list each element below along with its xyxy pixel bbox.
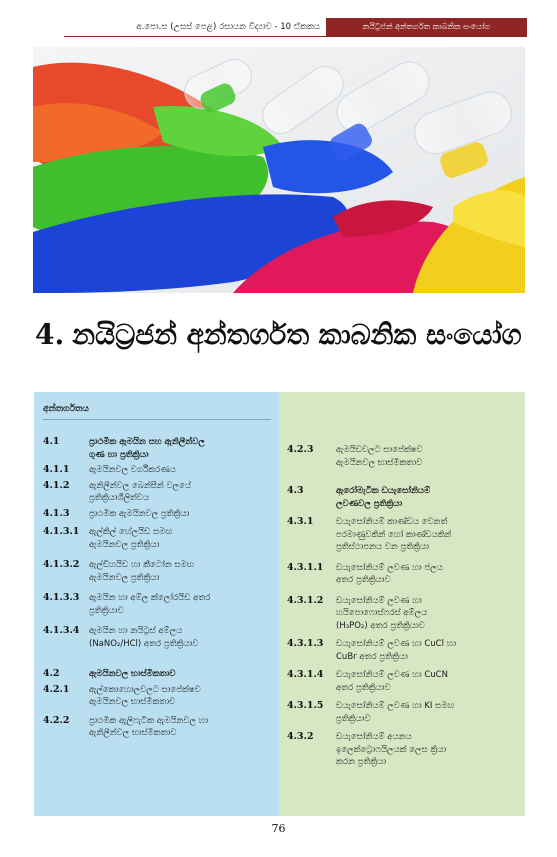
toc-entry-text: ඇල්කිල් හේලයිඩ සමඟ xyxy=(89,527,173,537)
toc-entry-text: CuBr අතර ප්‍රතික්‍රියා xyxy=(336,651,408,662)
toc-entry-number: 4.1.3 xyxy=(43,507,70,519)
toc-entry-number: 4.3.1 xyxy=(287,516,314,527)
toc-entry-text: ප්‍රාථමික ඇමයින සහ ඇනිලීන්වල xyxy=(89,437,205,447)
toc-entry-number: 4.1.3.2 xyxy=(43,559,80,570)
toc-entry-text: ඇමයිනවල වර්ගීකරණය xyxy=(89,465,176,475)
toc-entry-text: ප්‍රාථමික ඇමයිනවල ප්‍රතික්‍රියා xyxy=(89,508,190,519)
toc-entry-number: 4.2.2 xyxy=(43,714,70,726)
toc-entry-number: 4.3.1.2 xyxy=(287,594,324,606)
toc-entry-number: 4.2.3 xyxy=(287,444,314,455)
page-number: 76 xyxy=(271,822,286,835)
header-rule xyxy=(64,36,527,37)
toc-entry-number: 4.1.3.4 xyxy=(43,625,80,636)
toc-entry-number: 4.2 xyxy=(43,668,60,679)
toc-entry-text: ඇනිලීන්වල බෙන්සීන් වලයේ xyxy=(89,480,191,491)
toc-entry-number: 4.1 xyxy=(43,436,60,447)
toc-entry-text: ප්‍රතික්‍රියාශීලිත්වය xyxy=(89,493,150,503)
toc-entry-text: ඇමයිනවල භාස්මිකතාව xyxy=(89,669,176,679)
toc-entry-text: ඇමයිනවල ප්‍රතික්‍රියා xyxy=(89,572,160,583)
toc-entry-number: 4.1.3.3 xyxy=(43,592,80,603)
toc-entry-text: ප්‍රතික්‍රියාව xyxy=(336,713,371,724)
table-of-contents xyxy=(34,392,525,816)
toc-entry-text: ප්‍රතික්‍රියාව xyxy=(89,605,124,616)
toc-entry-text: හයිපොෆොස්ෆරස් අම්ලය xyxy=(336,608,428,618)
toc-entry-number: 4.3.1.1 xyxy=(287,561,324,573)
toc-entry-text: ප්‍රතිස්ථාපනය වන ප්‍රතික්‍රියා xyxy=(336,542,429,552)
running-header-left: අ.පො.ස (උසස් පෙළ) රසායන විද්‍යාව - 10 ඒකකය xyxy=(136,22,320,32)
running-header-right: නයිට්‍රජන් අන්තර්ගත කාබනික සංයෝග xyxy=(326,18,527,36)
toc-entry-text: (H₃PO₂) අතර ප්‍රතික්‍රියාව xyxy=(336,620,425,631)
chapter-title xyxy=(35,312,525,358)
toc-entry-number: 4.3.1.4 xyxy=(287,669,324,680)
toc-entry-text: ඇනිලීන්වල භාස්මිකතාව xyxy=(89,728,177,738)
toc-entry-number: 4.3 xyxy=(287,485,304,496)
hero-image-colored-powders xyxy=(33,47,525,293)
toc-entry-text: ඩයැසෝනියම් ලවණ හා CuCN xyxy=(336,670,448,680)
toc-entry-text: අතර ප්‍රතික්‍රියාව xyxy=(336,575,391,585)
toc-entry-number: 4.1.1 xyxy=(43,464,70,475)
toc-entry-text: ඇල්ඩිහයිඩ හා කීටෝන සමඟ xyxy=(89,560,194,570)
toc-heading-rule xyxy=(43,419,271,420)
toc-entry-text: ඇරෝමැටික ඩයැසෝනියම් xyxy=(336,486,431,496)
toc-entry-number: 4.3.2 xyxy=(287,731,314,742)
toc-entry-text: ඩයැසෝනියම් ලවණ හා CuCl හා xyxy=(336,639,457,649)
toc-entry-number: 4.3.1.3 xyxy=(287,638,324,649)
toc-entry-text: ඇමයිඩවලට සාපේක්ෂව xyxy=(336,445,423,455)
toc-entry-text: ඩයැසෝනියම් අයනය xyxy=(336,732,412,742)
toc-entry-text: ඇමයිනවල භාස්මිකතාව xyxy=(336,457,423,468)
toc-entry-text: ඇමයිනවල ප්‍රතික්‍රියා xyxy=(89,539,160,550)
toc-entry-text: කරන ප්‍රතික්‍රියා xyxy=(336,757,387,767)
toc-entry-text: ප්‍රාථමික ඇලිෆැටික ඇමයිනවල හා xyxy=(89,715,209,726)
toc-entry-number: 4.3.1.5 xyxy=(287,700,324,711)
chapter-number: 4. xyxy=(35,318,65,351)
toc-entry-text: ඇමයිනවල භාස්මිකතාව xyxy=(89,697,176,707)
chapter-title-text: නයිට්‍රජන් අන්තර්ගත කාබනික සංයෝග xyxy=(72,318,522,351)
toc-heading: අන්තර්ගතය xyxy=(43,404,89,414)
toc-entry-text: (NaNO₂/HCl) අතර ප්‍රතික්‍රියාව xyxy=(89,638,199,649)
toc-entry-text: ඩයැසෝනියම් ලවණ හා KI සමඟ xyxy=(336,701,455,711)
toc-entry-text: ඩයැසෝනියම් කාණ්ඩය වෙනත් xyxy=(336,517,448,527)
toc-entry-text: ගුණ හා ප්‍රතික්‍රියා xyxy=(89,449,149,460)
toc-entry-text: ඩයැසෝනියම් ලවණ හා xyxy=(336,595,422,606)
toc-entry-text: ඇමයින හා අම්ල ක්ලෝරයිඩ අතර xyxy=(89,593,211,603)
toc-entry-number: 4.2.1 xyxy=(43,683,70,695)
toc-entry-number: 4.1.3.1 xyxy=(43,526,80,537)
toc-entry-number: 4.1.2 xyxy=(43,479,70,491)
toc-entry-text: ලවණවල ප්‍රතික්‍රියා xyxy=(336,498,403,509)
toc-entry-text: පරමාණුවකින් හෝ කාණ්ඩයකින් xyxy=(336,529,452,540)
toc-entry-text: අතර ප්‍රතික්‍රියාව xyxy=(336,682,391,693)
toc-entry-text: ඉලෙක්ට්‍රොෆයිලයක් ලෙස ක්‍රියා xyxy=(336,744,447,755)
toc-entry-text: ඩයැසෝනියම් ලවණ හා ජලය xyxy=(336,562,443,573)
toc-entry-text: ඇමයින හා නයිට්‍රස් අම්ලය xyxy=(89,626,183,636)
toc-entry-text: ඇල්කොහොලවලට සාපේක්ෂව xyxy=(89,684,201,695)
